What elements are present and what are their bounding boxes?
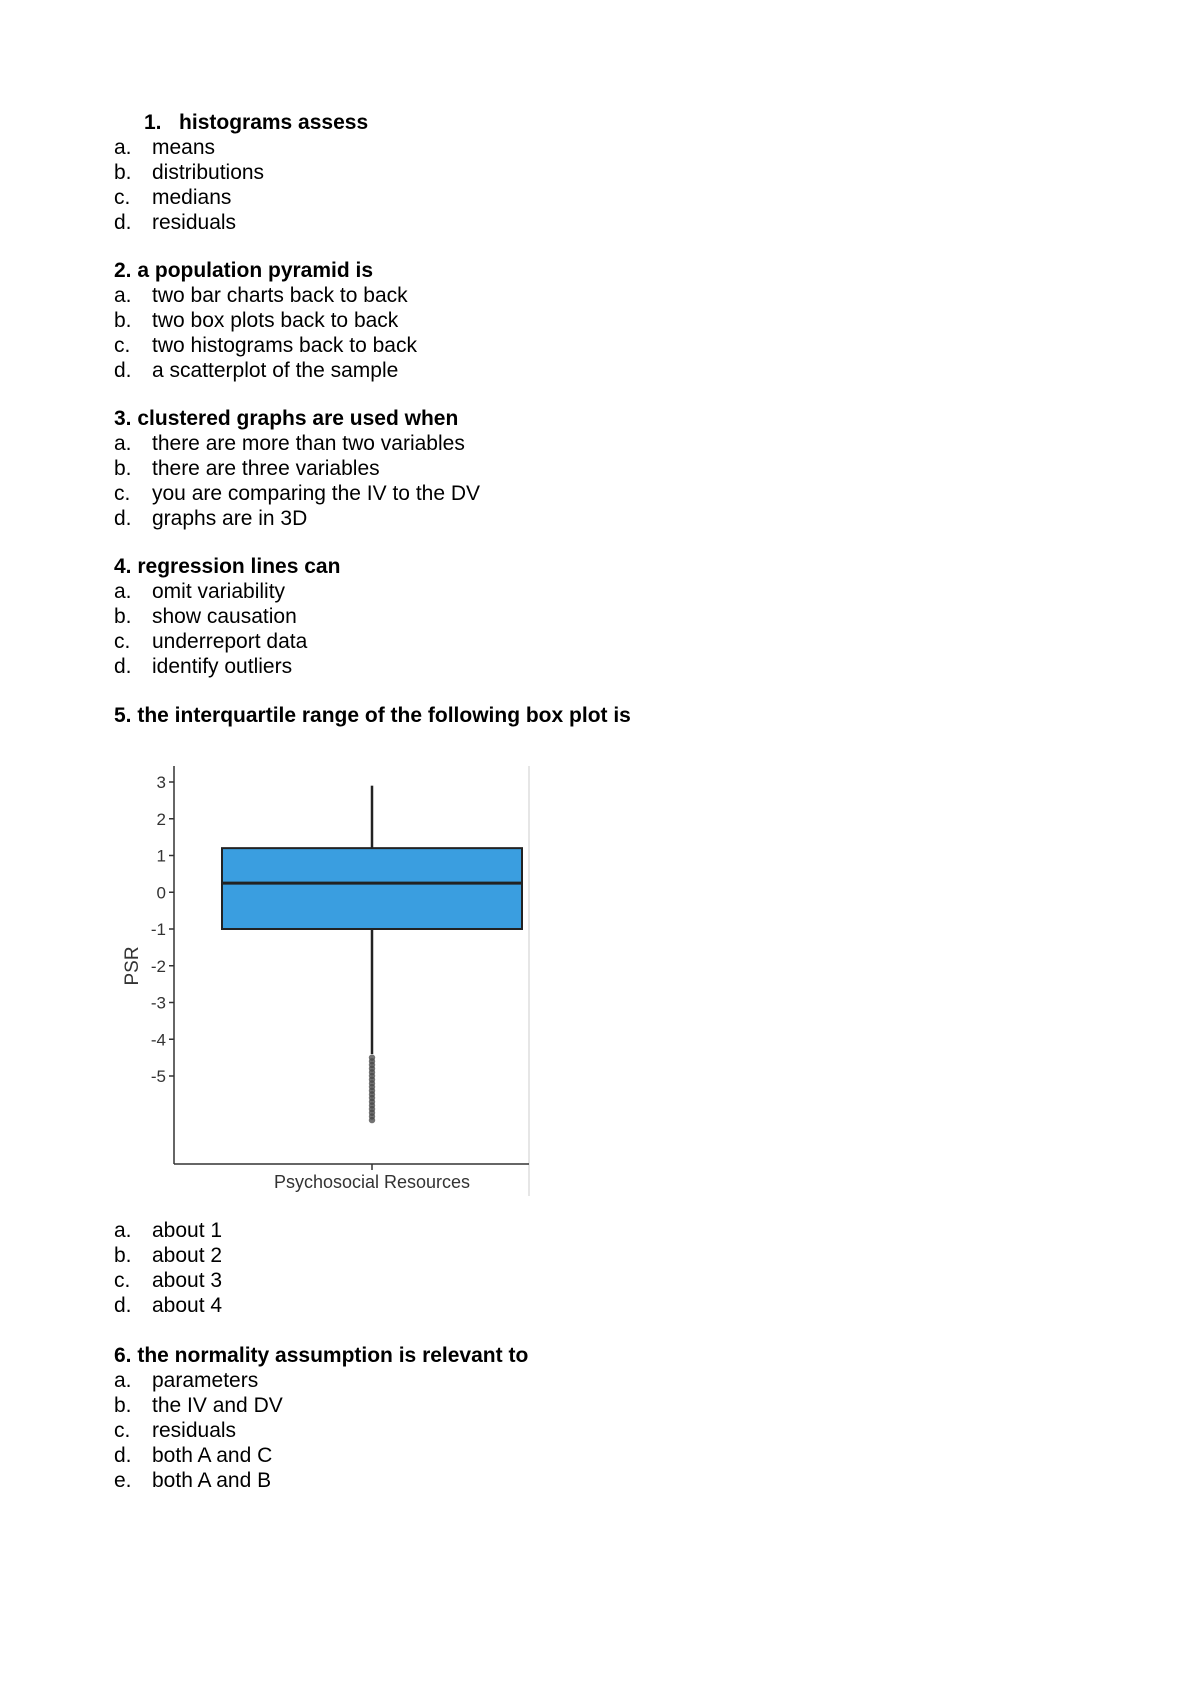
question-2 [114,258,417,383]
option-letter: b. [114,309,132,332]
option-letter: d. [114,507,132,530]
option-letter: e. [114,1469,132,1492]
question-5 [114,703,631,728]
option-letter: d. [114,211,132,234]
option-letter: b. [114,1394,132,1417]
option-letter: a. [114,1219,132,1242]
option-text: both A and C [152,1444,273,1467]
option-letter: c. [114,334,131,357]
option-text: about 3 [152,1269,223,1292]
option-letter: a. [114,284,132,307]
answer-option [114,333,417,358]
answer-option [114,1268,222,1293]
answer-option [114,1368,528,1393]
option-letter: b. [114,161,132,184]
option-text: there are more than two variables [152,432,465,455]
answer-option [114,185,368,210]
answer-option [114,1418,528,1443]
question-6 [114,1343,528,1493]
y-tick-label: 0 [156,883,166,903]
answer-option [114,1218,222,1243]
question-title: 2. a population pyramid is [114,259,374,282]
option-letter: a. [114,1369,132,1392]
answer-option [114,456,480,481]
answer-option [114,1443,528,1468]
answer-option [114,1393,528,1418]
option-text: about 4 [152,1294,223,1317]
option-text: residuals [152,211,237,234]
question-title: 5. the interquartile range of the following box plot is [114,704,631,727]
answer-option [114,358,417,383]
question-1 [114,110,368,235]
option-text: identify outliers [152,655,293,678]
answer-option [114,654,340,679]
option-letter: d. [114,1444,132,1467]
y-tick-label: -1 [150,920,166,939]
question-title: 3. clustered graphs are used when [114,407,459,430]
option-letter: d. [114,1294,132,1317]
option-text: means [152,136,216,159]
plot-panel-background [174,766,529,1164]
option-text: two bar charts back to back [152,284,408,307]
question-3 [114,406,480,531]
option-text: show causation [152,605,297,628]
y-tick-label: 1 [156,846,166,866]
answer-option [114,283,417,308]
option-letter: d. [114,359,132,382]
answer-option [114,629,340,654]
question-text: histograms assess [179,111,369,134]
answer-option [114,604,340,629]
option-letter: c. [114,482,131,505]
answer-option [114,160,368,185]
y-axis-label: PSR [122,946,143,986]
question-title: 6. the normality assumption is relevant to [114,1344,529,1367]
answer-option [114,210,368,235]
iqr-box [222,848,522,929]
y-tick-label: -3 [150,993,166,1013]
x-tick-label: Psychosocial Resources [273,1172,471,1192]
option-text: there are three variables [152,457,380,480]
option-text: about 1 [152,1219,223,1242]
answer-option [114,1468,528,1493]
option-text: two histograms back to back [152,334,417,357]
box-plot-chart [110,766,530,1196]
answer-option [114,1293,222,1318]
option-text: graphs are in 3D [152,507,308,530]
option-text: distributions [152,161,265,184]
option-letter: c. [114,1419,131,1442]
option-text: the IV and DV [152,1394,283,1417]
option-letter: a. [114,136,132,159]
y-tick-label: -2 [150,956,166,976]
question-title: 4. regression lines can [114,555,341,578]
option-text: a scatterplot of the sample [152,359,399,382]
option-text: both A and B [152,1469,272,1492]
answer-option [114,1243,222,1268]
answer-option [114,135,368,160]
option-letter: c. [114,630,131,653]
answer-option [114,431,480,456]
option-text: two box plots back to back [152,309,399,332]
y-tick-label: -4 [150,1030,166,1050]
y-tick-label: 2 [156,809,166,829]
option-text: parameters [152,1369,259,1392]
option-letter: c. [114,1269,131,1292]
answer-option [114,308,417,333]
outlier-point [369,1117,375,1123]
question-number: 1. [144,111,162,134]
option-letter: d. [114,655,132,678]
option-text: medians [152,186,232,209]
option-text: you are comparing the IV to the DV [152,482,481,505]
option-letter: b. [114,605,132,628]
option-letter: a. [114,432,132,455]
option-text: underreport data [152,630,308,653]
option-letter: a. [114,580,132,603]
question-title [114,110,368,135]
answer-option [114,506,480,531]
option-letter: c. [114,186,131,209]
option-text: omit variability [152,580,286,603]
option-text: residuals [152,1419,237,1442]
question-5-options [114,1218,222,1318]
y-tick-label: -5 [150,1067,166,1086]
answer-option [114,481,480,506]
box-plot-figure [110,766,530,1196]
option-letter: b. [114,457,132,480]
answer-option [114,579,340,604]
option-letter: b. [114,1244,132,1267]
question-4 [114,554,340,679]
option-text: about 2 [152,1244,223,1267]
y-tick-label: 3 [156,773,166,792]
